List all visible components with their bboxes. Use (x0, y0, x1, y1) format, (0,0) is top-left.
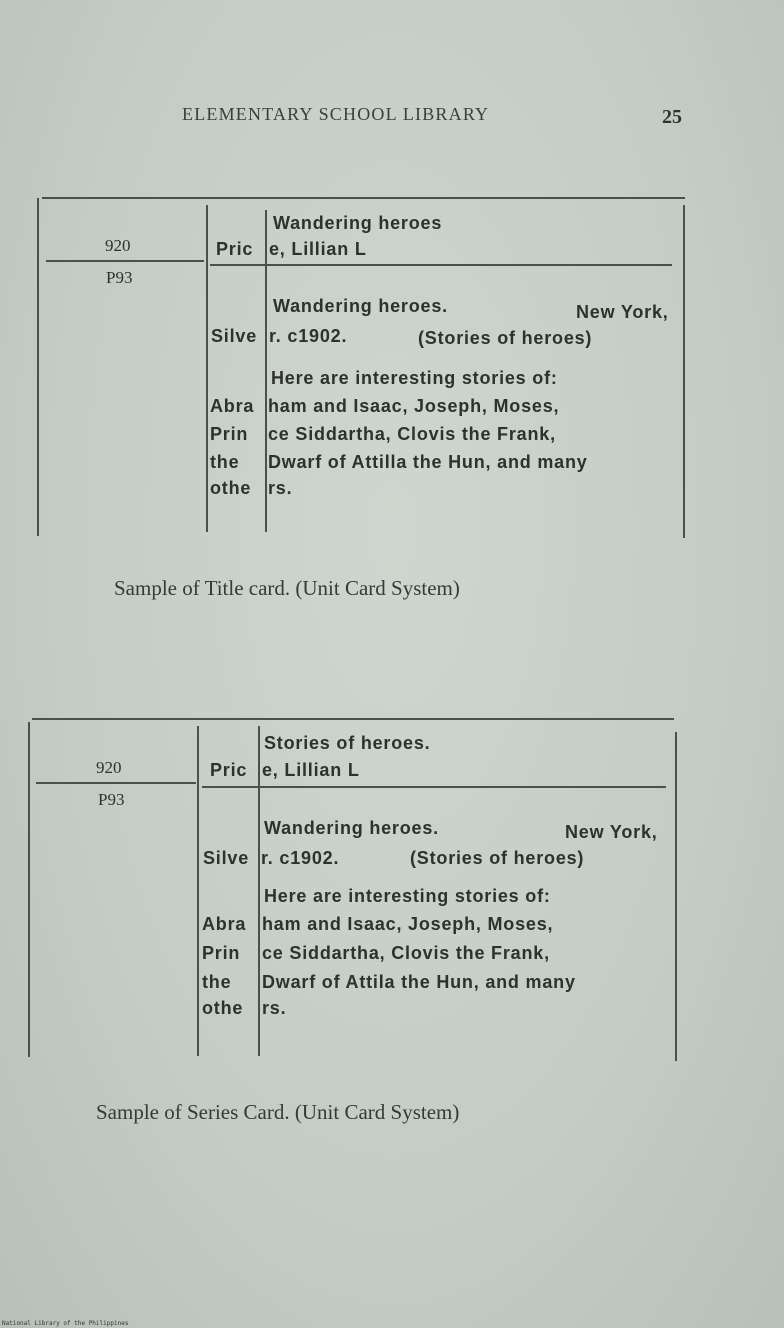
note-line-5-left: othe (202, 998, 244, 1018)
author-right-part: e, Lillian L (269, 239, 367, 259)
title-statement: Wandering heroes. (264, 818, 439, 838)
publisher-left-part: Silve (203, 848, 250, 868)
call-number-class: 920 (96, 758, 122, 777)
note-line-4-left: the (210, 452, 240, 472)
note-line-3: ce Siddartha, Clovis the Frank, (262, 943, 550, 963)
author-left-part: Pric (210, 760, 248, 780)
publisher-left-part: Silve (211, 326, 258, 346)
running-header: ELEMENTARY SCHOOL LIBRARY (182, 104, 490, 124)
card-right-edge (675, 732, 677, 1061)
note-line-2-left: Abra (210, 396, 255, 416)
author-left-part: Pric (216, 239, 254, 259)
publication-place: New York, (565, 822, 658, 842)
note-line-3-left: Prin (202, 943, 241, 963)
indention-line-2 (258, 726, 260, 1056)
series-note: (Stories of heroes) (418, 328, 593, 348)
card-heading: Wandering heroes (273, 213, 443, 233)
note-line-4-left: the (202, 972, 232, 992)
publication-place: New York, (576, 302, 669, 322)
note-line-2: ham and Isaac, Joseph, Moses, (262, 914, 554, 934)
note-line-5: rs. (268, 478, 293, 498)
note-line-4: Dwarf of Attila the Hun, and many (262, 972, 576, 992)
series-note: (Stories of heroes) (410, 848, 585, 868)
title-card-caption: Sample of Title card. (Unit Card System) (114, 576, 460, 600)
note-line-5: rs. (262, 998, 287, 1018)
note-line-1: Here are interesting stories of: (271, 368, 558, 388)
footer-credit: National Library of the Philippines (2, 1320, 129, 1327)
title-statement: Wandering heroes. (273, 296, 448, 316)
note-line-5-left: othe (210, 478, 252, 498)
card-left-edge (28, 722, 30, 1057)
card-heading: Stories of heroes. (264, 733, 431, 753)
note-line-2-left: Abra (202, 914, 247, 934)
indention-line-1 (197, 726, 199, 1056)
note-line-1: Here are interesting stories of: (264, 886, 551, 906)
page-number: 25 (662, 106, 682, 128)
author-right-part: e, Lillian L (262, 760, 360, 780)
call-number-rule (36, 782, 196, 784)
publisher-right-part: r. c1902. (269, 326, 348, 346)
note-line-3-left: Prin (210, 424, 249, 444)
note-line-3: ce Siddartha, Clovis the Frank, (268, 424, 556, 444)
heading-rule (202, 786, 666, 788)
note-line-4: Dwarf of Attilla the Hun, and many (268, 452, 588, 472)
call-number-cutter: P93 (98, 790, 125, 809)
note-line-2: ham and Isaac, Joseph, Moses, (268, 396, 560, 416)
publisher-right-part: r. c1902. (261, 848, 340, 868)
card-top-rule (32, 718, 674, 720)
series-card-caption: Sample of Series Card. (Unit Card System) (96, 1100, 460, 1124)
call-number-cutter: P93 (106, 268, 133, 287)
call-number-class: 920 (105, 236, 131, 255)
